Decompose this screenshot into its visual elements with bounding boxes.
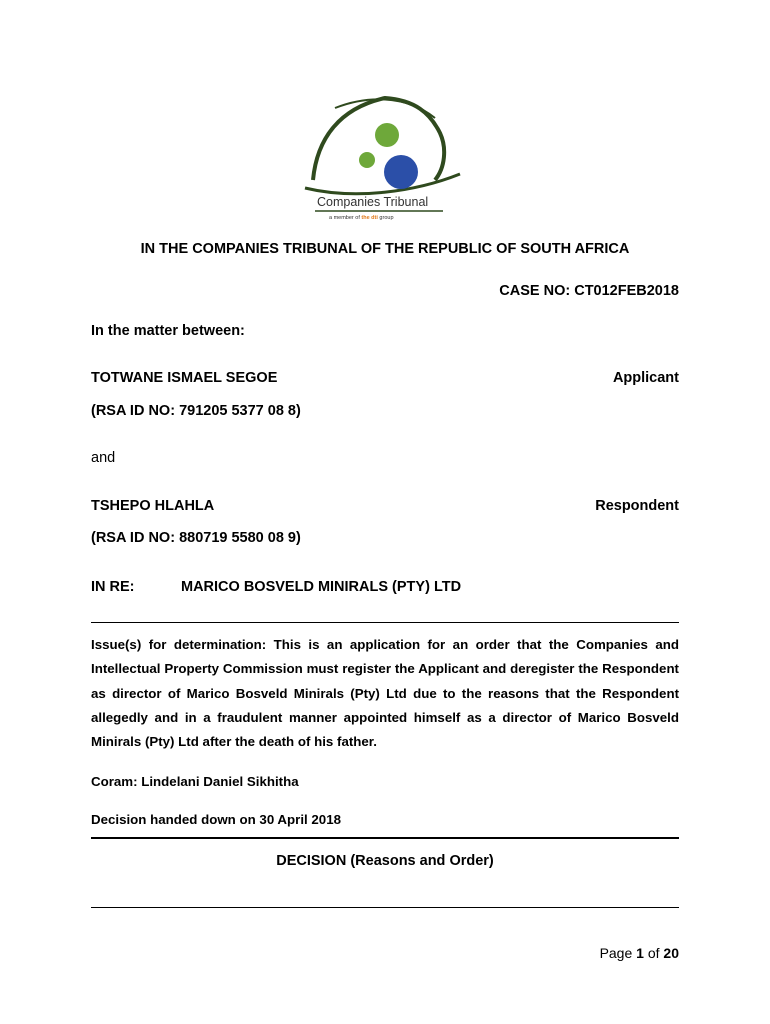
logo-small-green-circle bbox=[359, 152, 375, 168]
tribunal-heading: IN THE COMPANIES TRIBUNAL OF THE REPUBLIC OF SOUTH AFRICA bbox=[140, 241, 630, 257]
coram: Coram: Lindelani Daniel Sikhitha bbox=[91, 774, 299, 789]
logo-tagline: a member of the dti group bbox=[329, 215, 394, 221]
page-number: Page 1 of 20 bbox=[599, 945, 679, 961]
decision-title: DECISION (Reasons and Order) bbox=[276, 853, 494, 869]
companies-tribunal-logo bbox=[295, 88, 465, 228]
in-re-company: MARICO BOSVELD MINIRALS (PTY) LTD bbox=[181, 579, 462, 595]
divider-thick bbox=[91, 837, 679, 839]
in-re-label: IN RE: bbox=[91, 579, 135, 595]
respondent-role: Respondent bbox=[595, 498, 679, 514]
and-text: and bbox=[91, 450, 116, 466]
applicant-name: TOTWANE ISMAEL SEGOE bbox=[91, 370, 278, 386]
logo-name: Companies Tribunal bbox=[317, 195, 429, 209]
applicant-role: Applicant bbox=[612, 370, 679, 386]
decision-date: Decision handed down on 30 April 2018 bbox=[91, 812, 341, 827]
respondent-name: TSHEPO HLAHLA bbox=[91, 498, 215, 514]
divider-bottom bbox=[91, 907, 679, 908]
respondent-id: (RSA ID NO: 880719 5580 08 9) bbox=[91, 530, 301, 546]
matter-between: In the matter between: bbox=[91, 323, 245, 339]
issue-for-determination: Issue(s) for determination: This is an application for an order that the Companies and Intellectual Property Commission must register the Applicant and deregister the Respondent as director of Marico Bosveld Minirals (Pty) Ltd due to the reasons that the Respondent allegedly and in a fraudulent manner appointed himself as a director of Marico Bosveld Minirals (Pty) Ltd after the death of his father. bbox=[91, 637, 679, 750]
logo-green-circle bbox=[375, 123, 399, 147]
logo-arc-inner bbox=[335, 99, 435, 118]
logo-blue-circle bbox=[384, 155, 418, 189]
case-number: CASE NO: CT012FEB2018 bbox=[499, 283, 679, 299]
applicant-id: (RSA ID NO: 791205 5377 08 8) bbox=[91, 403, 301, 419]
divider-top bbox=[91, 622, 679, 623]
logo-graphic bbox=[295, 88, 465, 228]
